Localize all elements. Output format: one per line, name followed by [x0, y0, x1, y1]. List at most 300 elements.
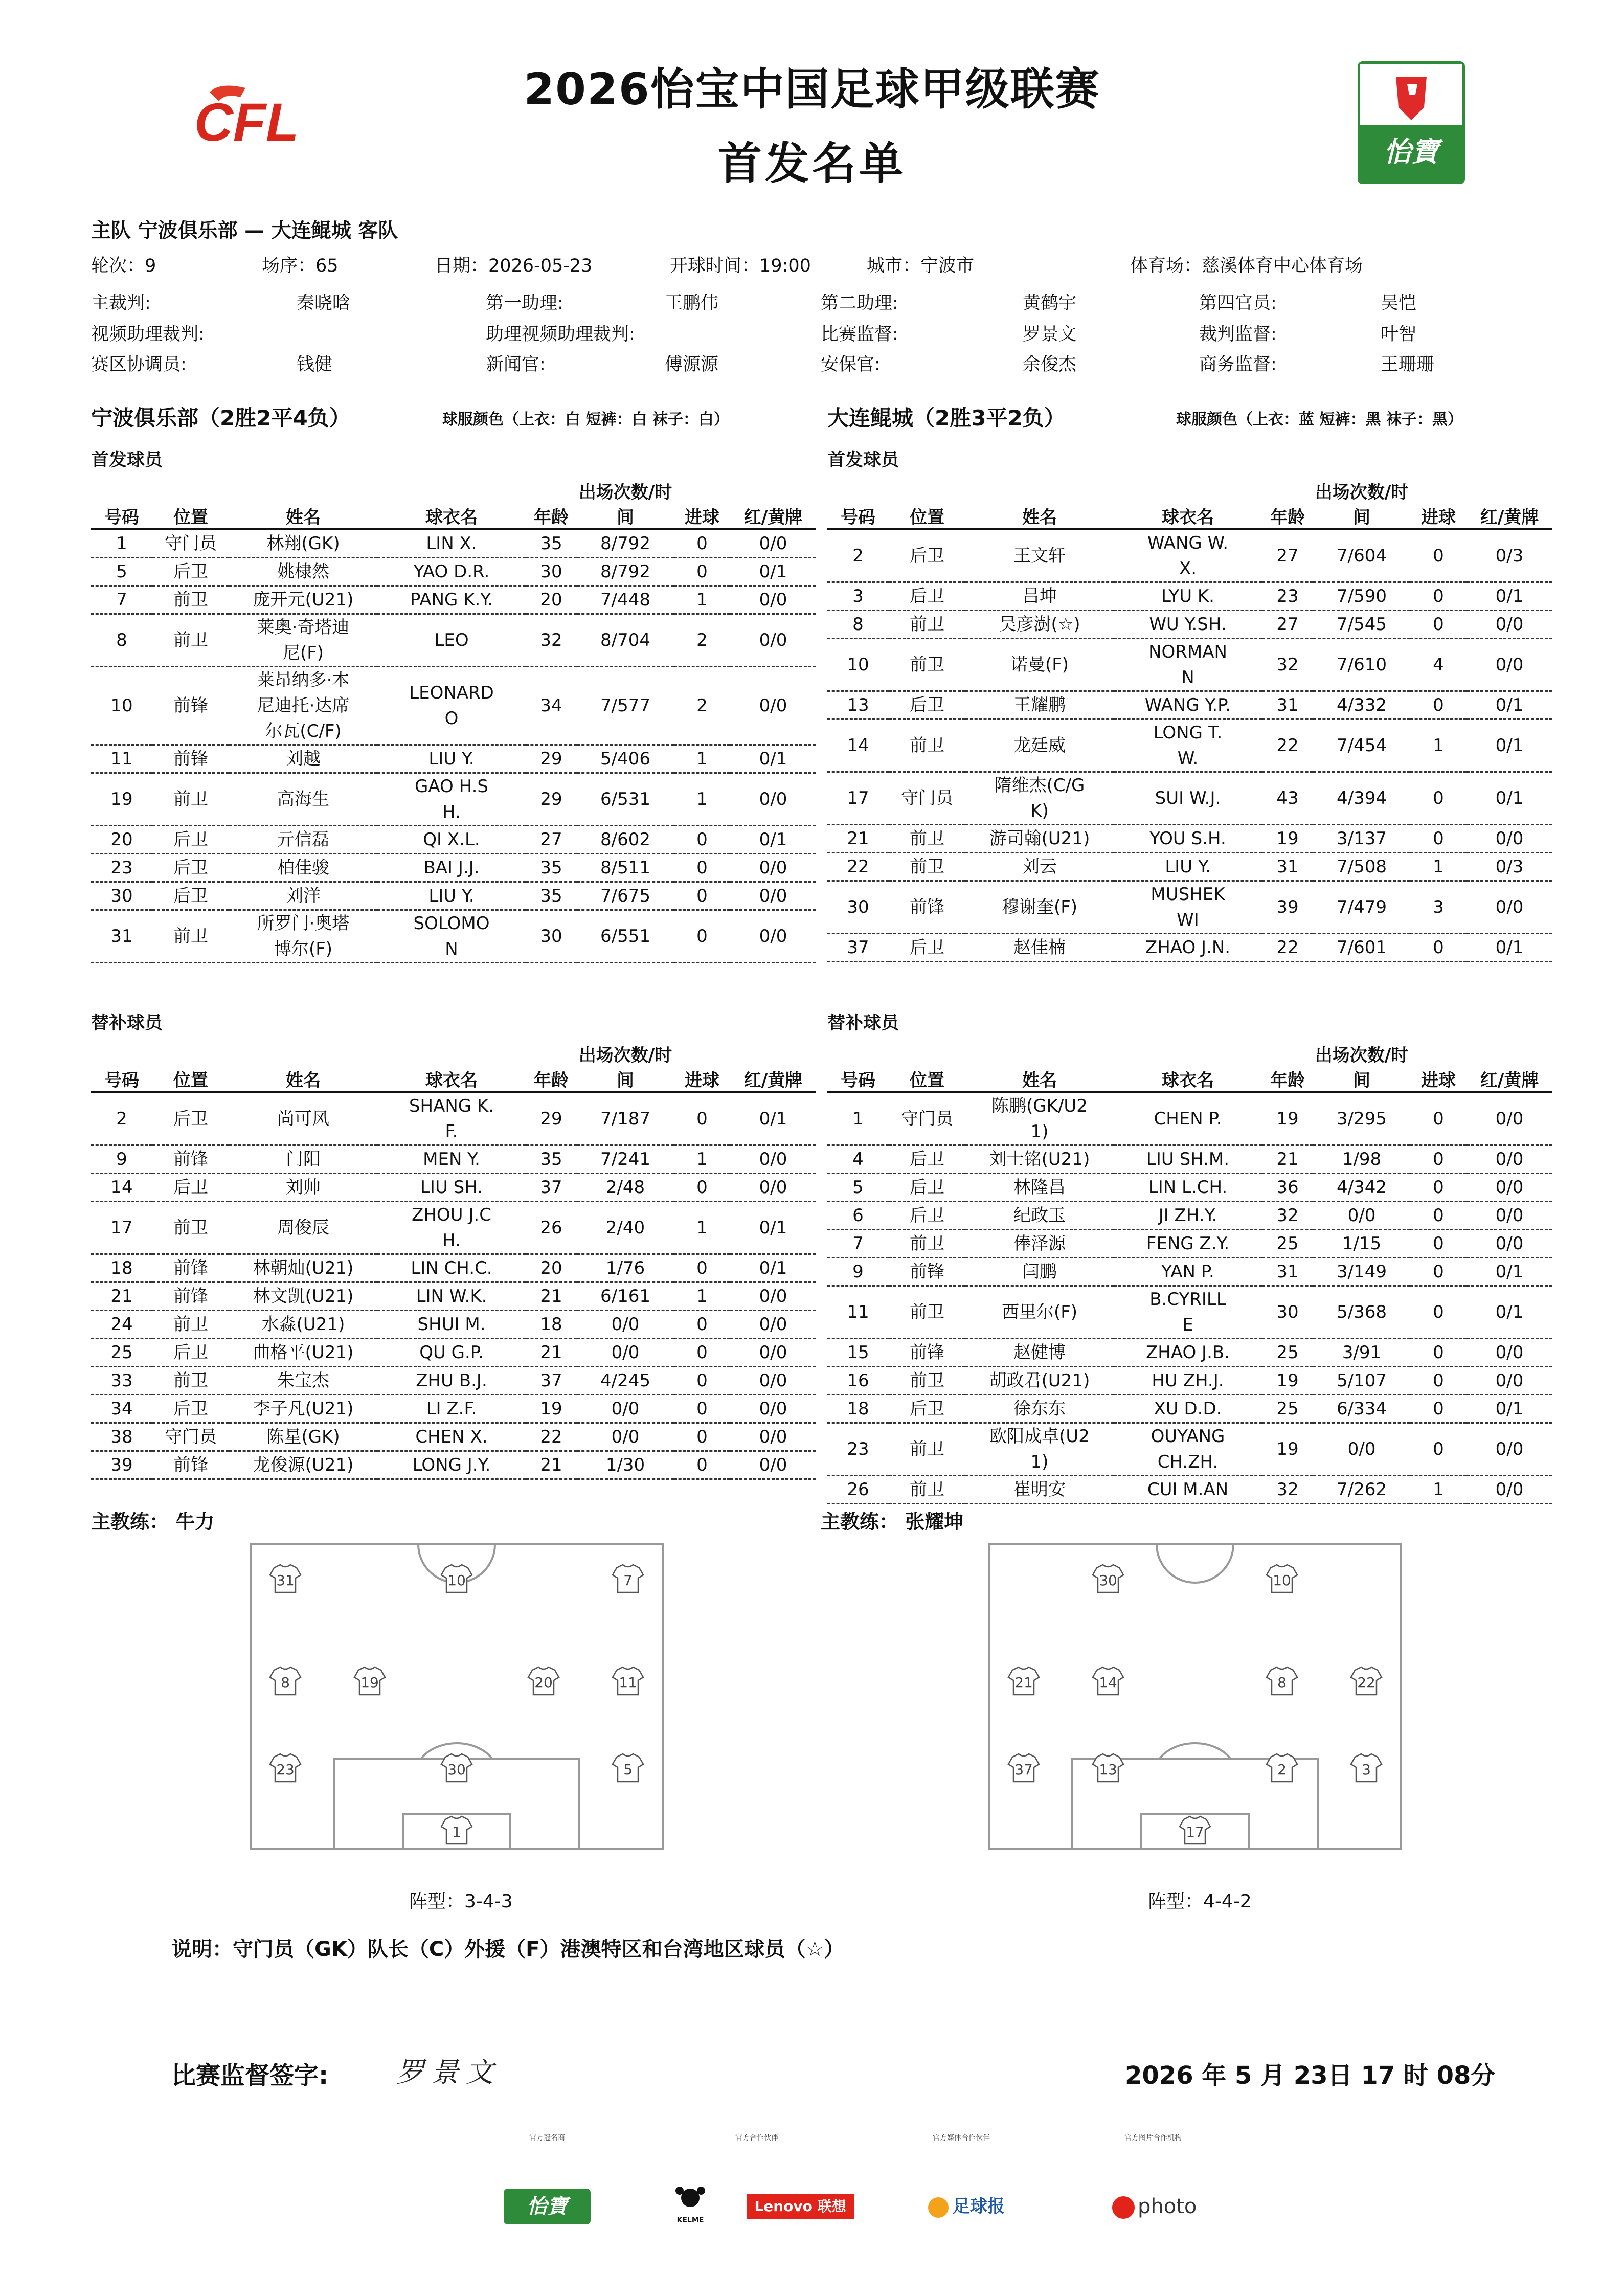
table-row — [827, 1202, 1552, 1230]
column-header: 姓名 — [965, 1041, 1114, 1092]
table-cell: 0 — [674, 854, 730, 882]
table-cell: 39 — [1262, 881, 1313, 934]
table-cell-text: LYU K. — [1161, 586, 1214, 606]
table-cell — [229, 854, 377, 882]
table-cell — [1114, 639, 1262, 691]
jersey-number: 30 — [1099, 1572, 1117, 1589]
table-cell-text: 尚可风 — [277, 1109, 329, 1129]
signature-label: 比赛监督签字: — [171, 2061, 329, 2090]
away-subs-label: 替补球员 — [827, 1013, 899, 1033]
table-cell-text: 曲格平(U21) — [253, 1342, 354, 1363]
table-cell: 21 — [91, 1282, 152, 1311]
table-cell: 5 — [91, 558, 152, 586]
table-cell: 前卫 — [889, 1423, 965, 1476]
table-cell: 7/187 — [577, 1092, 674, 1145]
jersey-icon — [441, 1754, 472, 1782]
table-cell-text: LONG J.Y. — [412, 1455, 491, 1475]
table-cell: 4 — [1410, 639, 1467, 691]
table-cell: 1 — [674, 773, 730, 826]
table-cell-text: 莱昂纳多·本尼迪托·达席尔瓦(C/F) — [257, 670, 350, 741]
table-cell — [377, 1311, 526, 1339]
table-cell: 43 — [1262, 772, 1313, 825]
table-cell: 0 — [674, 1092, 730, 1145]
table-cell: 18 — [526, 1311, 577, 1339]
official-name: 黄鹤宇 — [1023, 293, 1077, 313]
table-cell: 7 — [91, 586, 152, 614]
table-cell: 0/0 — [730, 854, 816, 882]
table-cell: 30 — [91, 882, 152, 910]
jersey-number: 22 — [1357, 1674, 1375, 1691]
teams-line: 主队 宁波俱乐部 — 大连鲲城 客队 — [91, 219, 398, 242]
table-cell-text: 柏佳骏 — [277, 858, 329, 878]
table-row — [827, 691, 1552, 719]
table-cell: 3/91 — [1313, 1339, 1410, 1367]
table-cell: 16 — [827, 1367, 889, 1395]
table-cell-text: GAO H.SH. — [415, 776, 488, 822]
official-label: 第二助理: — [821, 293, 898, 313]
table-cell-text: MUSHEKWI — [1151, 884, 1225, 930]
table-cell: 0 — [1410, 1367, 1467, 1395]
table-cell — [965, 1423, 1114, 1476]
table-cell — [965, 691, 1114, 719]
column-header: 出场次数/时间 — [577, 478, 674, 529]
table-cell: 20 — [526, 1254, 577, 1282]
table-cell: 14 — [827, 719, 889, 772]
away-formation-pitch — [988, 1543, 1402, 1850]
column-header: 进球 — [674, 1041, 730, 1092]
table-cell: 0 — [1410, 1258, 1467, 1286]
table-cell — [1114, 881, 1262, 934]
table-cell: 0/0 — [1467, 1230, 1552, 1258]
table-cell: 26 — [827, 1476, 889, 1504]
column-header: 号码 — [827, 1041, 889, 1092]
table-cell: 0 — [674, 826, 730, 854]
table-cell: 0/0 — [1467, 1367, 1552, 1395]
table-cell-text: JI ZH.Y. — [1158, 1205, 1217, 1226]
table-cell-text: 龙俊源(U21) — [253, 1455, 354, 1475]
table-cell: 0/0 — [1467, 1174, 1552, 1202]
table-cell — [377, 1395, 526, 1423]
table-cell: 35 — [526, 529, 577, 558]
table-cell: 21 — [526, 1282, 577, 1311]
table-cell: 2 — [674, 614, 730, 667]
column-header: 球衣名 — [377, 478, 526, 529]
table-cell — [377, 1092, 526, 1145]
table-cell: 27 — [1262, 611, 1313, 639]
column-header: 球衣名 — [377, 1041, 526, 1092]
jersey-number: 17 — [1186, 1824, 1204, 1840]
table-cell — [229, 1282, 377, 1311]
table-row — [827, 853, 1552, 881]
table-cell: 2/40 — [577, 1202, 674, 1254]
table-cell: 6/161 — [577, 1282, 674, 1311]
table-cell: 21 — [526, 1339, 577, 1367]
table-cell — [1114, 1092, 1262, 1145]
table-cell: 2 — [674, 667, 730, 745]
table-cell-text: LIU Y. — [428, 749, 475, 769]
table-cell-text: QU G.P. — [419, 1342, 484, 1363]
document-title: 2026怡宝中国足球甲级联赛 — [524, 64, 1100, 115]
table-cell-text: 穆谢奎(F) — [1001, 897, 1078, 917]
table-cell: 0 — [674, 1423, 730, 1451]
table-cell: 7/241 — [577, 1145, 674, 1174]
official-name: 傅源源 — [665, 354, 719, 375]
column-header: 进球 — [1410, 1041, 1467, 1092]
table-cell — [229, 1254, 377, 1282]
table-cell: 31 — [91, 910, 152, 963]
table-cell — [229, 558, 377, 586]
table-cell — [229, 614, 377, 667]
table-cell: 2/48 — [577, 1174, 674, 1202]
table-cell — [1114, 611, 1262, 639]
table-cell: 8 — [827, 611, 889, 639]
table-cell-text: 陈星(GK) — [266, 1427, 340, 1447]
table-cell — [377, 882, 526, 910]
table-row — [827, 1174, 1552, 1202]
table-cell — [229, 1174, 377, 1202]
table-cell-text: QI X.L. — [423, 829, 480, 850]
table-cell — [965, 1174, 1114, 1202]
table-cell — [965, 611, 1114, 639]
sponsor-logo-yibao: 怡寶 — [504, 2189, 591, 2224]
table-cell: 后卫 — [889, 1202, 965, 1230]
pitch-outline — [989, 1544, 1401, 1849]
table-cell: 0/1 — [1467, 691, 1552, 719]
sponsor-logo-football-news: 足球报 — [928, 2191, 1035, 2222]
away-subs-table — [827, 1041, 1552, 1504]
table-cell-text: SUI W.J. — [1155, 788, 1221, 808]
table-cell: 0/0 — [1467, 1145, 1552, 1174]
jersey-number: 23 — [276, 1761, 295, 1778]
table-cell: 20 — [526, 586, 577, 614]
table-cell: 3 — [827, 582, 889, 611]
kickoff-info: 开球时间：19:00 — [670, 256, 811, 276]
jersey-icon — [1180, 1816, 1210, 1844]
column-header: 球衣名 — [1114, 478, 1262, 529]
table-cell — [1114, 1174, 1262, 1202]
table-cell: 1 — [674, 745, 730, 773]
table-cell — [229, 529, 377, 558]
legend-note: 说明：守门员（GK）队长（C）外援（F）港澳特区和台湾地区球员（☆） — [171, 1938, 845, 1961]
table-cell: 22 — [526, 1423, 577, 1451]
jersey-number: 11 — [619, 1674, 637, 1691]
document-subtitle: 首发名单 — [718, 138, 906, 189]
table-row — [827, 825, 1552, 853]
table-cell: 前锋 — [152, 745, 229, 773]
table-cell: 0 — [674, 1254, 730, 1282]
table-cell — [377, 667, 526, 745]
table-cell-text: 刘云 — [1022, 857, 1057, 877]
table-cell — [377, 854, 526, 882]
jersey-icon — [1093, 1565, 1123, 1592]
table-cell: 8/511 — [577, 854, 674, 882]
table-cell: 0/1 — [1467, 772, 1552, 825]
table-cell: 0/1 — [1467, 582, 1552, 611]
table-cell: 25 — [91, 1339, 152, 1367]
table-cell: 29 — [526, 773, 577, 826]
table-cell-text: ZHAO J.B. — [1145, 1342, 1230, 1363]
official-name: 罗景文 — [1023, 324, 1077, 345]
jersey-icon — [441, 1565, 472, 1592]
table-cell: 22 — [1262, 934, 1313, 962]
table-cell-text: 胡政君(U21) — [989, 1370, 1090, 1391]
table-cell: 0/0 — [1467, 881, 1552, 934]
table-cell: 8 — [91, 614, 152, 667]
table-cell: 1/15 — [1313, 1230, 1410, 1258]
signature-datetime: 2026 年 5 月 23日 17 时 08分 — [1125, 2061, 1496, 2090]
table-row — [91, 1092, 816, 1145]
column-header: 年龄 — [526, 1041, 577, 1092]
column-header: 位置 — [152, 1041, 229, 1092]
table-cell: 前卫 — [152, 910, 229, 963]
jersey-icon — [1351, 1754, 1382, 1782]
table-cell-text: 刘士铭(U21) — [989, 1149, 1090, 1169]
table-cell: 0/1 — [1467, 719, 1552, 772]
table-cell: 0 — [1410, 582, 1467, 611]
table-row — [827, 529, 1552, 582]
date-info: 日期：2026-05-23 — [435, 256, 593, 276]
column-header: 进球 — [1410, 478, 1467, 529]
table-cell-text: CUI M.AN — [1147, 1479, 1229, 1500]
table-cell: 0/0 — [730, 614, 816, 667]
table-cell: 7/604 — [1313, 529, 1410, 582]
table-cell-text: LIU SH.M. — [1146, 1149, 1230, 1169]
table-cell: 7 — [827, 1230, 889, 1258]
column-header: 出场次数/时间 — [577, 1041, 674, 1092]
table-cell — [1114, 825, 1262, 853]
table-cell: 7/262 — [1313, 1476, 1410, 1504]
table-cell: 前卫 — [152, 1367, 229, 1395]
table-cell — [229, 1311, 377, 1339]
table-cell — [965, 1258, 1114, 1286]
home-coach: 主教练： 牛力 — [91, 1511, 215, 1533]
table-cell: 前卫 — [889, 1367, 965, 1395]
table-cell-text: SHUI M. — [417, 1314, 486, 1335]
table-cell-text: SHANG K.F. — [409, 1096, 494, 1142]
table-cell: 21 — [827, 825, 889, 853]
table-cell: 0/1 — [730, 1092, 816, 1145]
table-cell — [965, 825, 1114, 853]
home-subs-table — [91, 1041, 816, 1480]
table-cell: 前卫 — [889, 611, 965, 639]
column-header: 号码 — [827, 478, 889, 529]
table-cell-text: LI Z.F. — [426, 1399, 477, 1419]
table-cell: 6/531 — [577, 773, 674, 826]
table-cell: 0 — [1410, 1423, 1467, 1476]
table-row — [827, 1092, 1552, 1145]
jersey-icon — [270, 1754, 301, 1782]
sponsor-logo-photo: photo — [1112, 2191, 1214, 2222]
column-header: 姓名 — [229, 1041, 377, 1092]
table-cell: 0 — [674, 910, 730, 963]
table-cell: 0/0 — [577, 1311, 674, 1339]
table-row — [91, 1451, 816, 1479]
table-cell: 5 — [827, 1174, 889, 1202]
table-cell — [229, 745, 377, 773]
away-starters-table — [827, 478, 1552, 962]
official-label: 比赛监督: — [821, 324, 898, 345]
table-cell: 1 — [674, 1282, 730, 1311]
table-cell-text: SOLOMON — [413, 913, 490, 959]
table-cell: 32 — [526, 614, 577, 667]
column-header: 姓名 — [965, 478, 1114, 529]
table-cell: 0 — [674, 1367, 730, 1395]
table-cell-text: BAI J.J. — [423, 858, 480, 878]
sponsor-caption-photo: 官方图片合作机构 — [1124, 2134, 1182, 2142]
table-cell-text: YOU S.H. — [1149, 828, 1226, 849]
table-cell-text: YAN P. — [1161, 1262, 1214, 1282]
table-cell: 19 — [91, 773, 152, 826]
table-cell: 9 — [91, 1145, 152, 1174]
table-cell — [1114, 1395, 1262, 1423]
table-cell: 0 — [1410, 1339, 1467, 1367]
table-cell: 2 — [91, 1092, 152, 1145]
table-cell-text: 王文轩 — [1013, 546, 1066, 566]
official-label: 商务监督: — [1199, 354, 1277, 375]
table-row — [91, 1254, 816, 1282]
table-cell — [377, 614, 526, 667]
jersey-icon — [1267, 1667, 1297, 1695]
table-cell: 0 — [674, 1174, 730, 1202]
table-cell-text: WU Y.SH. — [1149, 614, 1227, 635]
official-name: 余俊杰 — [1023, 354, 1077, 375]
table-cell: 0/0 — [730, 1395, 816, 1423]
table-cell — [377, 1145, 526, 1174]
table-cell: 30 — [1262, 1286, 1313, 1339]
table-cell — [229, 910, 377, 963]
table-cell-text: YAO D.R. — [413, 561, 490, 582]
column-header: 年龄 — [526, 478, 577, 529]
table-cell: 7/454 — [1313, 719, 1410, 772]
table-cell: 27 — [1262, 529, 1313, 582]
table-cell: 0/1 — [1467, 934, 1552, 962]
table-cell: 34 — [91, 1395, 152, 1423]
table-row — [827, 582, 1552, 611]
table-cell: 0/1 — [1467, 1395, 1552, 1423]
city-info: 城市：宁波市 — [867, 256, 975, 276]
jersey-number: 2 — [1277, 1761, 1287, 1778]
table-cell: 4 — [827, 1145, 889, 1174]
table-cell: 0/0 — [1313, 1202, 1410, 1230]
table-row — [91, 1395, 816, 1423]
table-cell-text: 朱宝杰 — [277, 1370, 329, 1391]
sponsor-badge-logo — [1358, 61, 1465, 184]
table-row — [91, 667, 816, 745]
table-cell — [229, 1202, 377, 1254]
jersey-number: 19 — [360, 1674, 379, 1691]
table-cell: 30 — [526, 558, 577, 586]
table-cell: 8/704 — [577, 614, 674, 667]
table-cell: 19 — [526, 1395, 577, 1423]
table-cell: 0 — [1410, 825, 1467, 853]
table-cell: 1/98 — [1313, 1145, 1410, 1174]
table-cell: 30 — [526, 910, 577, 963]
table-cell: 0 — [674, 529, 730, 558]
table-cell: 7/675 — [577, 882, 674, 910]
table-cell: 0/0 — [1467, 639, 1552, 691]
table-cell — [229, 1145, 377, 1174]
table-cell — [965, 582, 1114, 611]
home-subs-label: 替补球员 — [91, 1013, 163, 1033]
table-cell — [965, 934, 1114, 962]
table-cell: 前卫 — [889, 1230, 965, 1258]
table-cell-text: 林文凯(U21) — [253, 1286, 354, 1307]
table-cell-text: PANG K.Y. — [410, 590, 493, 610]
table-cell: 前卫 — [889, 1286, 965, 1339]
column-header: 位置 — [889, 1041, 965, 1092]
table-row — [827, 639, 1552, 691]
table-cell-text: 水淼(U21) — [261, 1314, 345, 1335]
table-cell: 4/342 — [1313, 1174, 1410, 1202]
column-header: 红/黄牌 — [730, 1041, 816, 1092]
table-cell: 0/1 — [1467, 1286, 1552, 1339]
table-cell: 0 — [1410, 1092, 1467, 1145]
table-cell: 守门员 — [152, 1423, 229, 1451]
table-cell: 6/551 — [577, 910, 674, 963]
jersey-icon — [441, 1816, 472, 1844]
official-label: 助理视频助理裁判: — [486, 324, 635, 345]
table-cell: 23 — [1262, 582, 1313, 611]
table-cell: 33 — [91, 1367, 152, 1395]
table-cell: 0 — [1410, 1230, 1467, 1258]
table-cell-text: LIU Y. — [428, 886, 475, 906]
table-cell: 18 — [827, 1395, 889, 1423]
table-cell: 前卫 — [152, 586, 229, 614]
table-cell: 10 — [827, 639, 889, 691]
table-cell: 后卫 — [889, 1145, 965, 1174]
table-cell: 后卫 — [889, 582, 965, 611]
table-cell — [229, 882, 377, 910]
table-cell-text: 高海生 — [277, 789, 329, 809]
table-cell: 0/0 — [1467, 611, 1552, 639]
table-cell-text: 姚棣然 — [277, 561, 329, 582]
table-row — [91, 854, 816, 882]
table-cell — [377, 773, 526, 826]
table-cell — [1114, 1339, 1262, 1367]
table-cell-text: 西里尔(F) — [1001, 1302, 1078, 1322]
table-cell: 32 — [1262, 639, 1313, 691]
jersey-number: 3 — [1362, 1761, 1371, 1778]
table-cell: 23 — [91, 854, 152, 882]
table-cell-text: 林翔(GK) — [266, 533, 340, 554]
official-name: 叶智 — [1381, 324, 1417, 345]
table-cell-text: LIN X. — [426, 533, 477, 554]
jersey-icon — [528, 1667, 559, 1695]
table-cell: 前卫 — [889, 1476, 965, 1504]
table-cell: 0/0 — [730, 529, 816, 558]
table-cell: 14 — [91, 1174, 152, 1202]
table-cell: 0/0 — [730, 1311, 816, 1339]
home-formation-pitch — [250, 1543, 664, 1850]
table-cell: 3/295 — [1313, 1092, 1410, 1145]
table-cell: 0/0 — [730, 1282, 816, 1311]
official-name: 秦晓晗 — [297, 293, 351, 313]
official-label: 新闻官: — [486, 354, 546, 375]
table-cell: 0/0 — [1467, 1202, 1552, 1230]
table-cell — [229, 1423, 377, 1451]
table-cell: 前卫 — [889, 853, 965, 881]
table-cell: 32 — [1262, 1202, 1313, 1230]
table-cell: 后卫 — [889, 529, 965, 582]
table-cell-text: XU D.D. — [1154, 1399, 1222, 1419]
column-header: 红/黄牌 — [730, 478, 816, 529]
jersey-number: 14 — [1099, 1674, 1117, 1691]
table-cell — [377, 529, 526, 558]
table-cell-text: WANG W.X. — [1147, 533, 1229, 579]
table-cell: 21 — [526, 1451, 577, 1479]
table-cell-text: 吕坤 — [1022, 586, 1057, 606]
jersey-number: 31 — [276, 1572, 295, 1589]
